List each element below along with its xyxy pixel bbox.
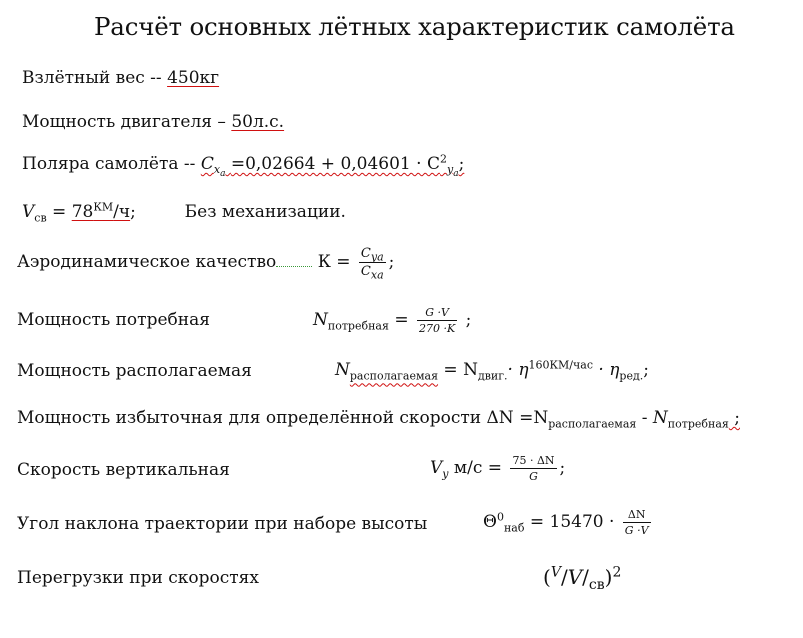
- power-required-formula: $N_{потребная}$ = $\frac{G \cdot V}{270 \cdot K}$ ;: [313, 306, 472, 335]
- takeoff-weight-label: Взлётный вес --: [22, 68, 168, 88]
- vertical-speed-row: [17, 460, 230, 480]
- vertical-speed-label: Скорость вертикальная: [17, 460, 230, 480]
- takeoff-weight-value: 450кг: [167, 68, 220, 88]
- climb-angle-label: Угол наклона траектории при наборе высоты: [17, 514, 428, 534]
- takeoff-weight-row: [22, 68, 219, 88]
- no-mechanization-note: Без механизации.: [184, 202, 346, 222]
- v-sv-symbol: V: [22, 202, 35, 222]
- overloads-formula: $(^V/V/_{св})^2$: [543, 564, 622, 593]
- climb-angle-formula: $\Theta^0_{наб} = 15470$ · $\frac{\Delta N}{G \cdot V}$: [483, 508, 649, 537]
- page-title: Расчёт основных лётных характеристик самолёта: [94, 12, 735, 41]
- aero-quality-formula: К = $\frac{C_{ya}}{C_{xa}}$ ;: [317, 246, 395, 282]
- v-sv-row: $V_{св} = 78^{КМ}/ч$; Без механизации.: [22, 200, 346, 225]
- aero-quality-label: Аэродинамическое качество: [17, 252, 277, 272]
- power-available-row: [17, 361, 252, 381]
- power-available-label: Мощность располагаемая: [17, 361, 252, 381]
- engine-power-row: [22, 112, 284, 132]
- climb-angle-row: [17, 514, 427, 534]
- vertical-speed-formula: $V_y$ м/с = $\frac{75 \cdot \Delta N}{G}$ ;: [430, 454, 566, 483]
- power-required-row: [17, 310, 210, 330]
- polar-label: Поляра самолёта --: [22, 154, 201, 174]
- engine-power-label: Мощность двигателя –: [22, 112, 232, 132]
- engine-power-value: 50л.с.: [231, 112, 285, 132]
- polar-row: [22, 152, 465, 180]
- v-sv-value: $78^{КМ}/ч$: [71, 200, 131, 222]
- power-excess-label: Мощность избыточная для определённой скорости ΔN =N: [17, 408, 549, 428]
- polar-formula: $C_{x_a} =0,02664 + 0,04601 \cdot C^2_{y_a}$;: [200, 152, 465, 180]
- overloads-label: Перегрузки при скоростях: [17, 568, 259, 588]
- aero-quality-row: [17, 246, 395, 282]
- power-required-label: Мощность потребная: [17, 310, 210, 330]
- overloads-row: [17, 568, 259, 588]
- power-available-formula: $N_{располагаемая} = N_{двиг.}\cdot \eta^{160КМ/час} \cdot \eta_{ред.}$;: [335, 358, 649, 383]
- power-excess-row: Мощность избыточная для определённой скорости $\Delta N =N_{располагаемая} - N_{потребная}$ ;: [17, 408, 740, 431]
